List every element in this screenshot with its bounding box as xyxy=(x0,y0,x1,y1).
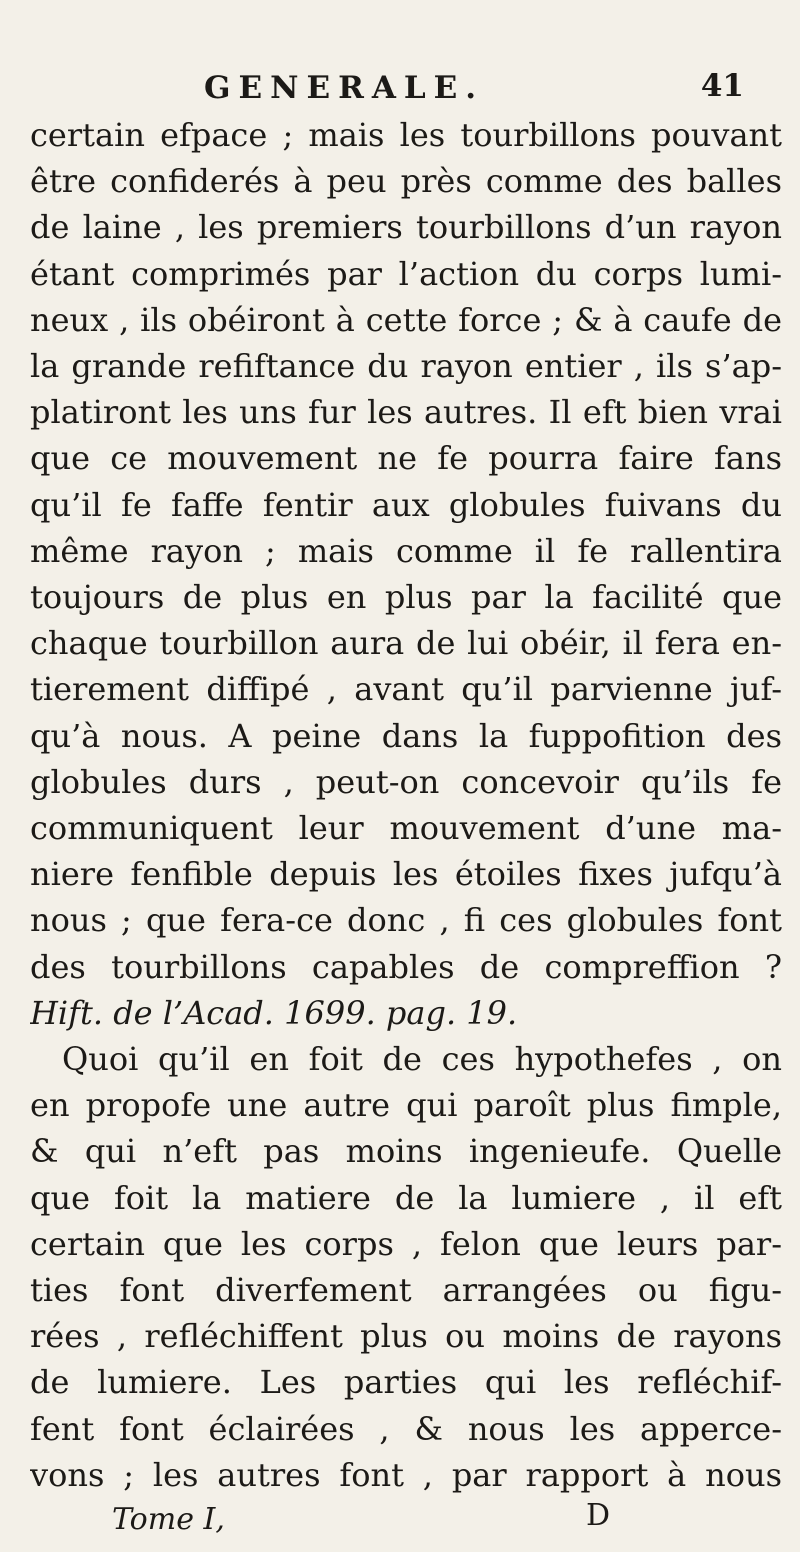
text-line: niere fenfible depuis les étoiles fixes jufqu’à xyxy=(30,855,782,894)
text-line: nous ; que fera-ce donc , fi ces globules font xyxy=(30,901,782,940)
text-line: même rayon ; mais comme il fe rallentira xyxy=(30,531,782,570)
text-line: chaque tourbillon aura de lui obéir, il fera en- xyxy=(30,624,782,663)
text-line: toujours de plus en plus par la facilité que xyxy=(30,578,782,617)
citation-line: Hift. de l’Acad. 1699. pag. 19. xyxy=(30,993,518,1032)
text-line: rées , refléchiffent plus ou moins de rayons xyxy=(30,1317,782,1356)
text-line: la grande refiftance du rayon entier , ils s’ap- xyxy=(30,347,782,386)
text-line: fent font éclairées , & nous les apperce- xyxy=(30,1409,782,1448)
signature-tome: Tome I, xyxy=(112,1502,225,1538)
text-line: des tourbillons capables de compreffion ? xyxy=(30,947,782,986)
text-line: globules durs , peut-on concevoir qu’ils fe xyxy=(30,762,782,801)
text-line: être confiderés à peu près comme des balles xyxy=(30,162,782,201)
text-line: neux , ils obéiront à cette force ; & à caufe de xyxy=(30,300,782,339)
text-line: que foit la matiere de la lumiere , il eft xyxy=(30,1178,782,1217)
text-line: ties font diverfement arrangées ou figu- xyxy=(30,1271,782,1310)
text-line: certain efpace ; mais les tourbillons pouvant xyxy=(30,116,782,154)
page-header xyxy=(30,62,770,106)
page-footer xyxy=(30,1498,770,1552)
text-line: platiront les uns fur les autres. Il eft bien vrai xyxy=(30,393,782,432)
text-line: de lumiere. Les parties qui les refléchif- xyxy=(30,1363,782,1402)
text-line: certain que les corps , felon que leurs par- xyxy=(30,1224,782,1263)
running-head: GENERALE. xyxy=(204,70,485,106)
text-line: que ce mouvement ne fe pourra faire fans xyxy=(30,439,782,478)
text-line: Quoi qu’il en foit de ces hypothefes , on xyxy=(62,1040,782,1079)
text-line: qu’il fe faffe fentir aux globules fuivans du xyxy=(30,485,782,524)
text-line: en propofe une autre qui paroît plus fimple, xyxy=(30,1086,782,1125)
text-line: communiquent leur mouvement d’une ma- xyxy=(30,809,782,848)
page-number: 41 xyxy=(700,68,744,104)
text-line: & qui n’eft pas moins ingenieufe. Quelle xyxy=(30,1132,782,1171)
text-line: tierement diffipé , avant qu’il parvienne juf- xyxy=(30,670,782,709)
signature-mark: D xyxy=(586,1498,611,1534)
body-text xyxy=(30,112,782,1498)
text-line: de laine , les premiers tourbillons d’un rayon xyxy=(30,208,782,247)
text-line: vons ; les autres font , par rapport à nous xyxy=(30,1455,782,1494)
text-line: qu’à nous. A peine dans la fuppofition des xyxy=(30,716,782,755)
text-line: étant comprimés par l’action du corps lumi- xyxy=(30,254,782,293)
